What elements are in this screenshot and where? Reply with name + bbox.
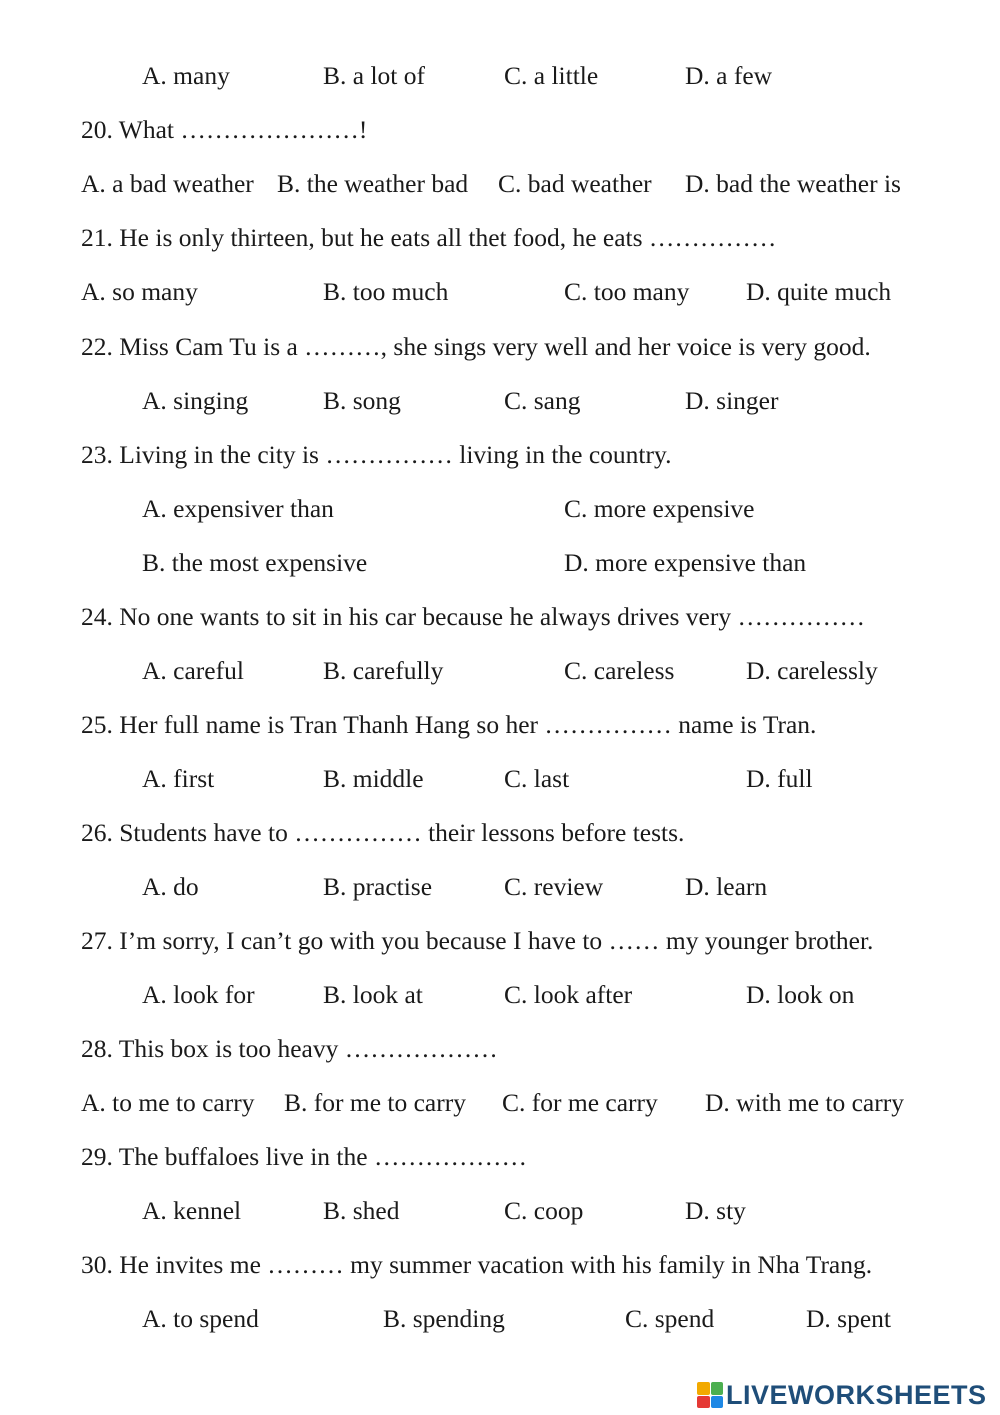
option-b: B. for me to carry <box>284 1088 466 1117</box>
option-d: D. quite much <box>746 277 892 306</box>
option-b: B. spending <box>383 1304 505 1333</box>
option-a: A. careful <box>142 656 244 685</box>
option-d: D. learn <box>685 872 768 901</box>
option-b: B. too much <box>323 277 449 306</box>
option-b: B. look at <box>323 980 423 1009</box>
question-28: 28. This box is too heavy ……………… <box>81 1034 498 1063</box>
liveworksheets-logo[interactable] <box>697 1375 997 1415</box>
option-c: C. a little <box>504 61 599 90</box>
option-d: D. a few <box>685 61 773 90</box>
option-d: D. bad the weather is <box>685 169 901 198</box>
question-20: 20. What …………………! <box>81 115 368 144</box>
question-30: 30. He invites me ……… my summer vacation with his family in Nha Trang. <box>81 1250 873 1279</box>
option-b: B. practise <box>323 872 433 901</box>
option-b: B. shed <box>323 1196 400 1225</box>
option-d: D. sty <box>685 1196 746 1225</box>
option-c: C. more expensive <box>564 494 755 523</box>
option-b: B. a lot of <box>323 61 425 90</box>
option-c: C. coop <box>504 1196 584 1225</box>
option-d: D. carelessly <box>746 656 878 685</box>
logo-text: LIVEWORKSHEETS <box>726 1379 987 1410</box>
option-c: C. spend <box>625 1304 715 1333</box>
option-c: C. too many <box>564 277 690 306</box>
option-b: B. song <box>323 386 401 415</box>
option-a: A. a bad weather <box>81 169 254 198</box>
option-c: C. review <box>504 872 604 901</box>
option-b: B. carefully <box>323 656 444 685</box>
option-d: D. spent <box>806 1304 891 1333</box>
option-a: A. so many <box>81 277 198 306</box>
option-a: A. to me to carry <box>81 1088 255 1117</box>
option-a: A. look for <box>142 980 255 1009</box>
option-c: C. last <box>504 764 570 793</box>
question-25: 25. Her full name is Tran Thanh Hang so her …………… name is Tran. <box>81 710 817 739</box>
question-22: 22. Miss Cam Tu is a ………, she sings very well and her voice is very good. <box>81 332 871 361</box>
option-a: A. many <box>142 61 230 90</box>
question-29: 29. The buffaloes live in the ……………… <box>81 1142 527 1171</box>
option-a: A. singing <box>142 386 249 415</box>
option-a: A. do <box>142 872 199 901</box>
option-a: A. kennel <box>142 1196 242 1225</box>
option-c: C. careless <box>564 656 675 685</box>
option-c: C. bad weather <box>498 169 652 198</box>
question-21: 21. He is only thirteen, but he eats all thet food, he eats …………… <box>81 223 777 252</box>
option-d: D. more expensive than <box>564 548 807 577</box>
option-a: A. expensiver than <box>142 494 334 523</box>
question-26: 26. Students have to …………… their lessons before tests. <box>81 818 685 847</box>
question-23: 23. Living in the city is …………… living in the country. <box>81 440 672 469</box>
option-d: D. look on <box>746 980 855 1009</box>
option-a: A. first <box>142 764 215 793</box>
option-d: D. with me to carry <box>705 1088 904 1117</box>
logo-blocks-icon <box>697 1382 723 1408</box>
option-a: A. to spend <box>142 1304 259 1333</box>
option-c: C. look after <box>504 980 633 1009</box>
option-b: B. middle <box>323 764 424 793</box>
question-27: 27. I’m sorry, I can’t go with you because I have to …… my younger brother. <box>81 926 874 955</box>
option-b: B. the most expensive <box>142 548 368 577</box>
option-c: C. for me carry <box>502 1088 658 1117</box>
question-24: 24. No one wants to sit in his car because he always drives very …………… <box>81 602 865 631</box>
option-c: C. sang <box>504 386 581 415</box>
option-d: D. singer <box>685 386 779 415</box>
option-b: B. the weather bad <box>277 169 469 198</box>
option-d: D. full <box>746 764 813 793</box>
